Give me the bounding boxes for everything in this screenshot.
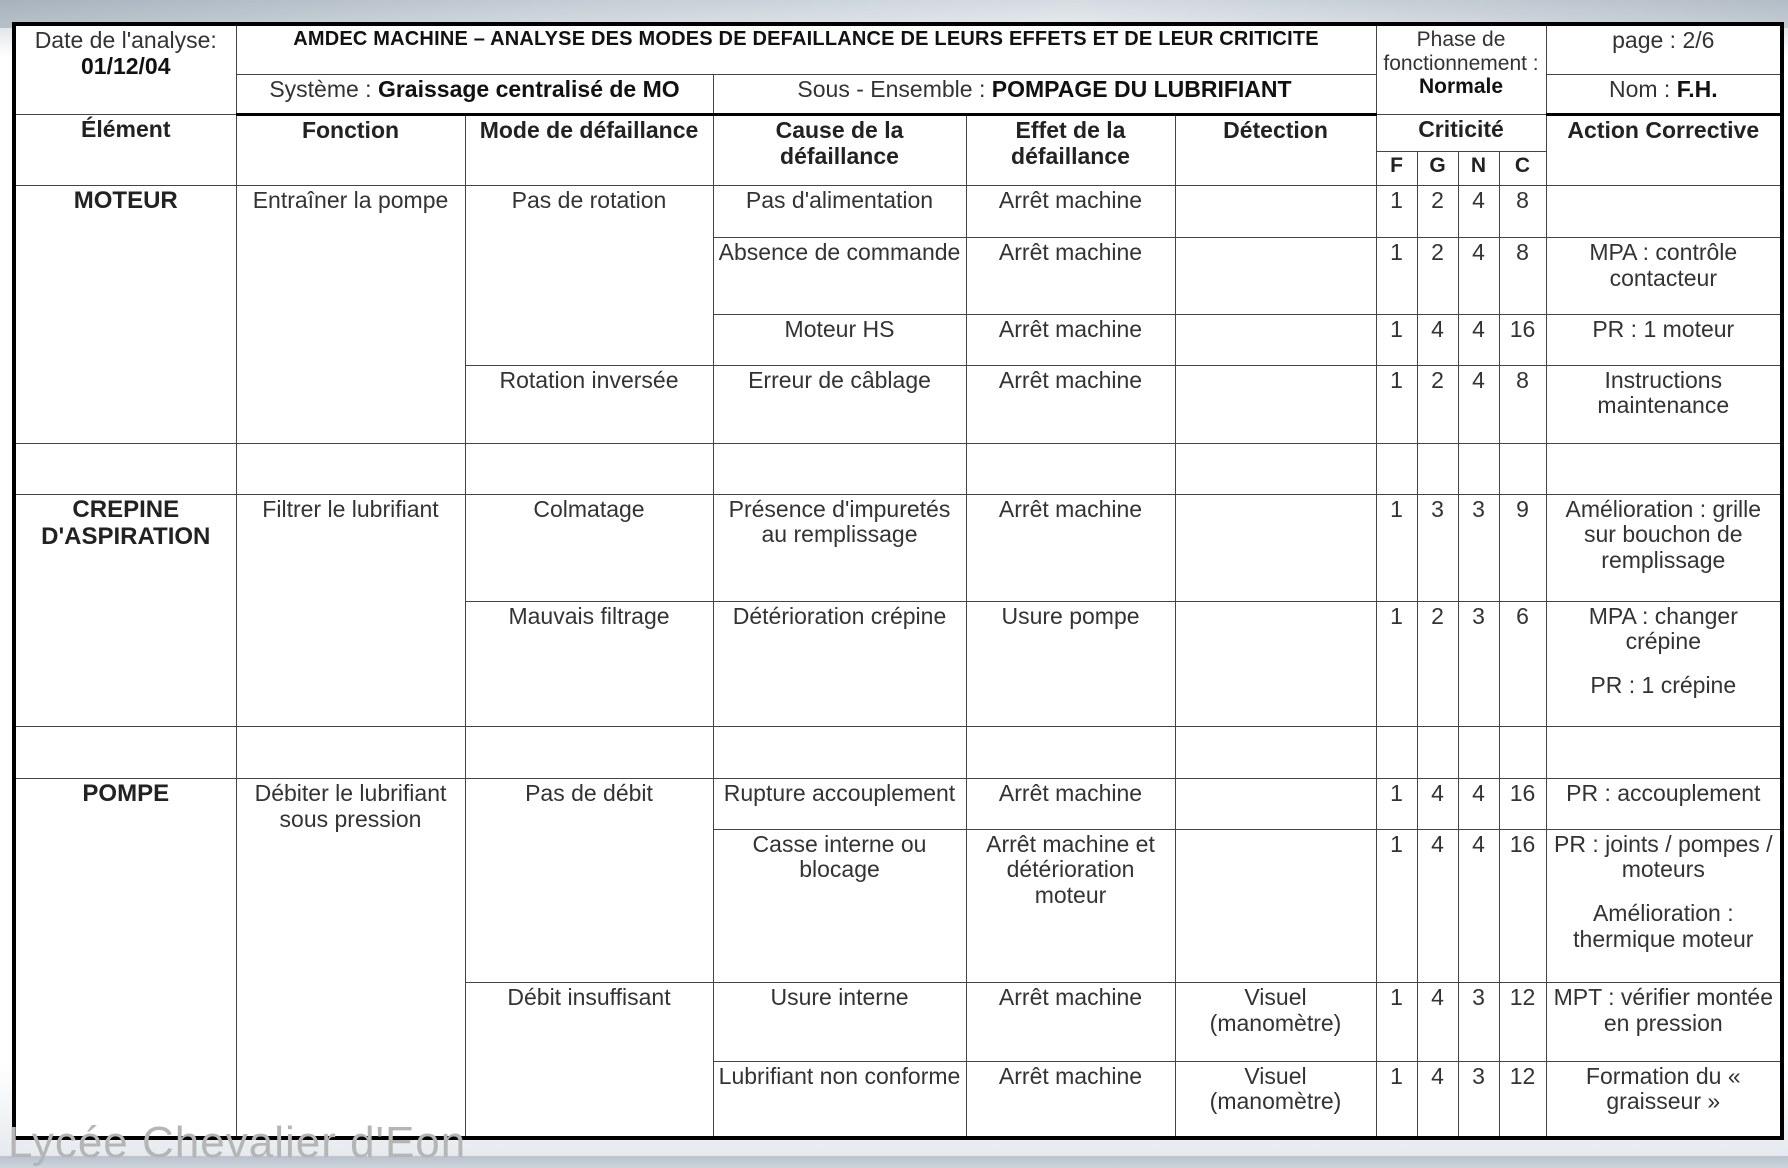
detection-cell [1175,238,1376,315]
n-cell: 3 [1458,1061,1499,1138]
f-cell: 1 [1376,1061,1417,1138]
g-cell: 2 [1417,185,1458,237]
element-pompe: POMPE [14,779,236,1138]
phase-label: Phase de fonctionnement : [1383,28,1539,75]
f-cell: 1 [1376,829,1417,982]
n-cell: 3 [1458,601,1499,726]
col-mode: Mode de défaillance [465,115,713,186]
col-n: N [1458,151,1499,185]
mode-debit-insuffisant: Débit insuffisant [465,982,713,1138]
detection-cell [1175,829,1376,982]
g-cell: 2 [1417,238,1458,315]
col-effet: Effet de la défaillance [966,115,1175,186]
n-cell: 3 [1458,982,1499,1061]
cause-cell: Absence de commande [713,238,966,315]
n-cell: 4 [1458,779,1499,829]
col-element: Élément [14,115,236,186]
c-cell: 6 [1499,601,1546,726]
action-cell: PR : 1 moteur [1546,315,1782,365]
nom-label: Nom : [1608,75,1671,102]
f-cell: 1 [1376,185,1417,237]
c-cell: 12 [1499,982,1546,1061]
col-fonction: Fonction [236,115,465,186]
effet-cell: Arrêt machine [966,315,1175,365]
g-cell: 3 [1417,494,1458,601]
c-cell: 8 [1499,185,1546,237]
col-c: C [1499,151,1546,185]
systeme-value: Graissage centralisé de MO [377,75,680,102]
detection-cell [1175,185,1376,237]
element-moteur: MOTEUR [14,185,236,443]
g-cell: 2 [1417,365,1458,444]
phase-value: Normale [1419,75,1504,99]
cause-cell: Lubrifiant non conforme [713,1061,966,1138]
mode-rotation-inversee: Rotation inversée [465,365,713,444]
mode-colmatage: Colmatage [465,494,713,601]
action-line: MPA : changer crépine [1588,602,1738,655]
action-line: Amélioration : thermique moteur [1573,900,1754,952]
col-cause: Cause de la défaillance [713,115,966,186]
detection-cell [1175,315,1376,365]
action-cell [1546,829,1782,982]
f-cell: 1 [1376,365,1417,444]
mode-pas-de-rotation: Pas de rotation [465,185,713,365]
g-cell: 4 [1417,315,1458,365]
cause-cell: Usure interne [713,982,966,1061]
document-title: AMDEC MACHINE – ANALYSE DES MODES DE DEFAILLANCE DE LEURS EFFETS ET DE LEUR CRITICITE [236,24,1376,74]
action-cell [1546,185,1782,237]
n-cell: 4 [1458,315,1499,365]
c-cell: 16 [1499,779,1546,829]
amdec-table [12,22,1784,1140]
table-row [14,494,1782,601]
action-cell: PR : accouplement [1546,779,1782,829]
n-cell: 4 [1458,185,1499,237]
c-cell: 9 [1499,494,1546,601]
effet-cell: Arrêt machine [966,779,1175,829]
effet-cell: Arrêt machine [966,982,1175,1061]
page-indicator: page : 2/6 [1546,24,1782,74]
table-row [14,779,1782,829]
col-action: Action Corrective [1546,115,1782,186]
g-cell: 4 [1417,829,1458,982]
action-cell [1546,601,1782,726]
action-cell: Formation du « graisseur » [1546,1061,1782,1138]
col-detection: Détection [1175,115,1376,186]
action-line: PR : joints / pompes / moteurs [1553,830,1773,883]
cause-cell: Présence d'impuretés au remplissage [713,494,966,601]
effet-cell: Arrêt machine et détérioration moteur [966,829,1175,982]
g-cell: 4 [1417,982,1458,1061]
cause-cell: Détérioration crépine [713,601,966,726]
cause-cell: Pas d'alimentation [713,185,966,237]
detection-cell [1175,779,1376,829]
analysis-date-value: 01/12/04 [80,52,171,79]
effet-cell: Arrêt machine [966,238,1175,315]
detection-cell [1175,365,1376,444]
nom-value: F.H. [1676,75,1718,102]
element-crepine: CREPINE D'ASPIRATION [14,494,236,726]
action-cell: Instructions maintenance [1546,365,1782,444]
detection-cell: Visuel (manomètre) [1175,1061,1376,1138]
f-cell: 1 [1376,779,1417,829]
action-cell: MPT : vérifier montée en pression [1546,982,1782,1061]
mode-pas-de-debit: Pas de débit [465,779,713,983]
analysis-date-cell [14,24,236,115]
phase-cell [1376,24,1546,115]
n-cell: 4 [1458,238,1499,315]
systeme-cell [236,74,713,114]
effet-cell: Arrêt machine [966,185,1175,237]
detection-cell [1175,601,1376,726]
sous-ensemble-cell [713,74,1376,114]
c-cell: 8 [1499,238,1546,315]
c-cell: 8 [1499,365,1546,444]
g-cell: 4 [1417,1061,1458,1138]
col-criticite: Criticité [1376,115,1546,151]
g-cell: 4 [1417,779,1458,829]
effet-cell: Arrêt machine [966,494,1175,601]
effet-cell: Usure pompe [966,601,1175,726]
analysis-date-label: Date de l'analyse: [34,27,217,53]
n-cell: 4 [1458,829,1499,982]
mode-mauvais-filtrage: Mauvais filtrage [465,601,713,726]
g-cell: 2 [1417,601,1458,726]
action-line: PR : 1 crépine [1590,672,1737,699]
f-cell: 1 [1376,238,1417,315]
c-cell: 16 [1499,829,1546,982]
cause-cell: Moteur HS [713,315,966,365]
cause-cell: Erreur de câblage [713,365,966,444]
nom-cell [1546,74,1782,114]
detection-cell [1175,494,1376,601]
f-cell: 1 [1376,982,1417,1061]
sous-ensemble-label: Sous - Ensemble : [797,75,986,102]
sous-ensemble-value: POMPAGE DU LUBRIFIANT [991,75,1292,102]
systeme-label: Système : [269,75,372,102]
f-cell: 1 [1376,315,1417,365]
f-cell: 1 [1376,494,1417,601]
effet-cell: Arrêt machine [966,1061,1175,1138]
table-row [14,185,1782,237]
effet-cell: Arrêt machine [966,365,1175,444]
col-g: G [1417,151,1458,185]
fonction-pompe: Débiter le lubrifiant sous pression [236,779,465,1138]
f-cell: 1 [1376,601,1417,726]
footer-watermark: Lycée Chevalier d'Eon [8,1118,467,1167]
cause-cell: Casse interne ou blocage [713,829,966,982]
action-cell: MPA : contrôle contacteur [1546,238,1782,315]
c-cell: 12 [1499,1061,1546,1138]
spacer-row [14,726,1782,778]
detection-cell: Visuel (manomètre) [1175,982,1376,1061]
spacer-row [14,444,1782,494]
action-cell: Amélioration : grille sur bouchon de remplissage [1546,494,1782,601]
fonction-moteur: Entraîner la pompe [236,185,465,443]
n-cell: 3 [1458,494,1499,601]
n-cell: 4 [1458,365,1499,444]
cause-cell: Rupture accouplement [713,779,966,829]
c-cell: 16 [1499,315,1546,365]
fonction-crepine: Filtrer le lubrifiant [236,494,465,726]
col-f: F [1376,151,1417,185]
